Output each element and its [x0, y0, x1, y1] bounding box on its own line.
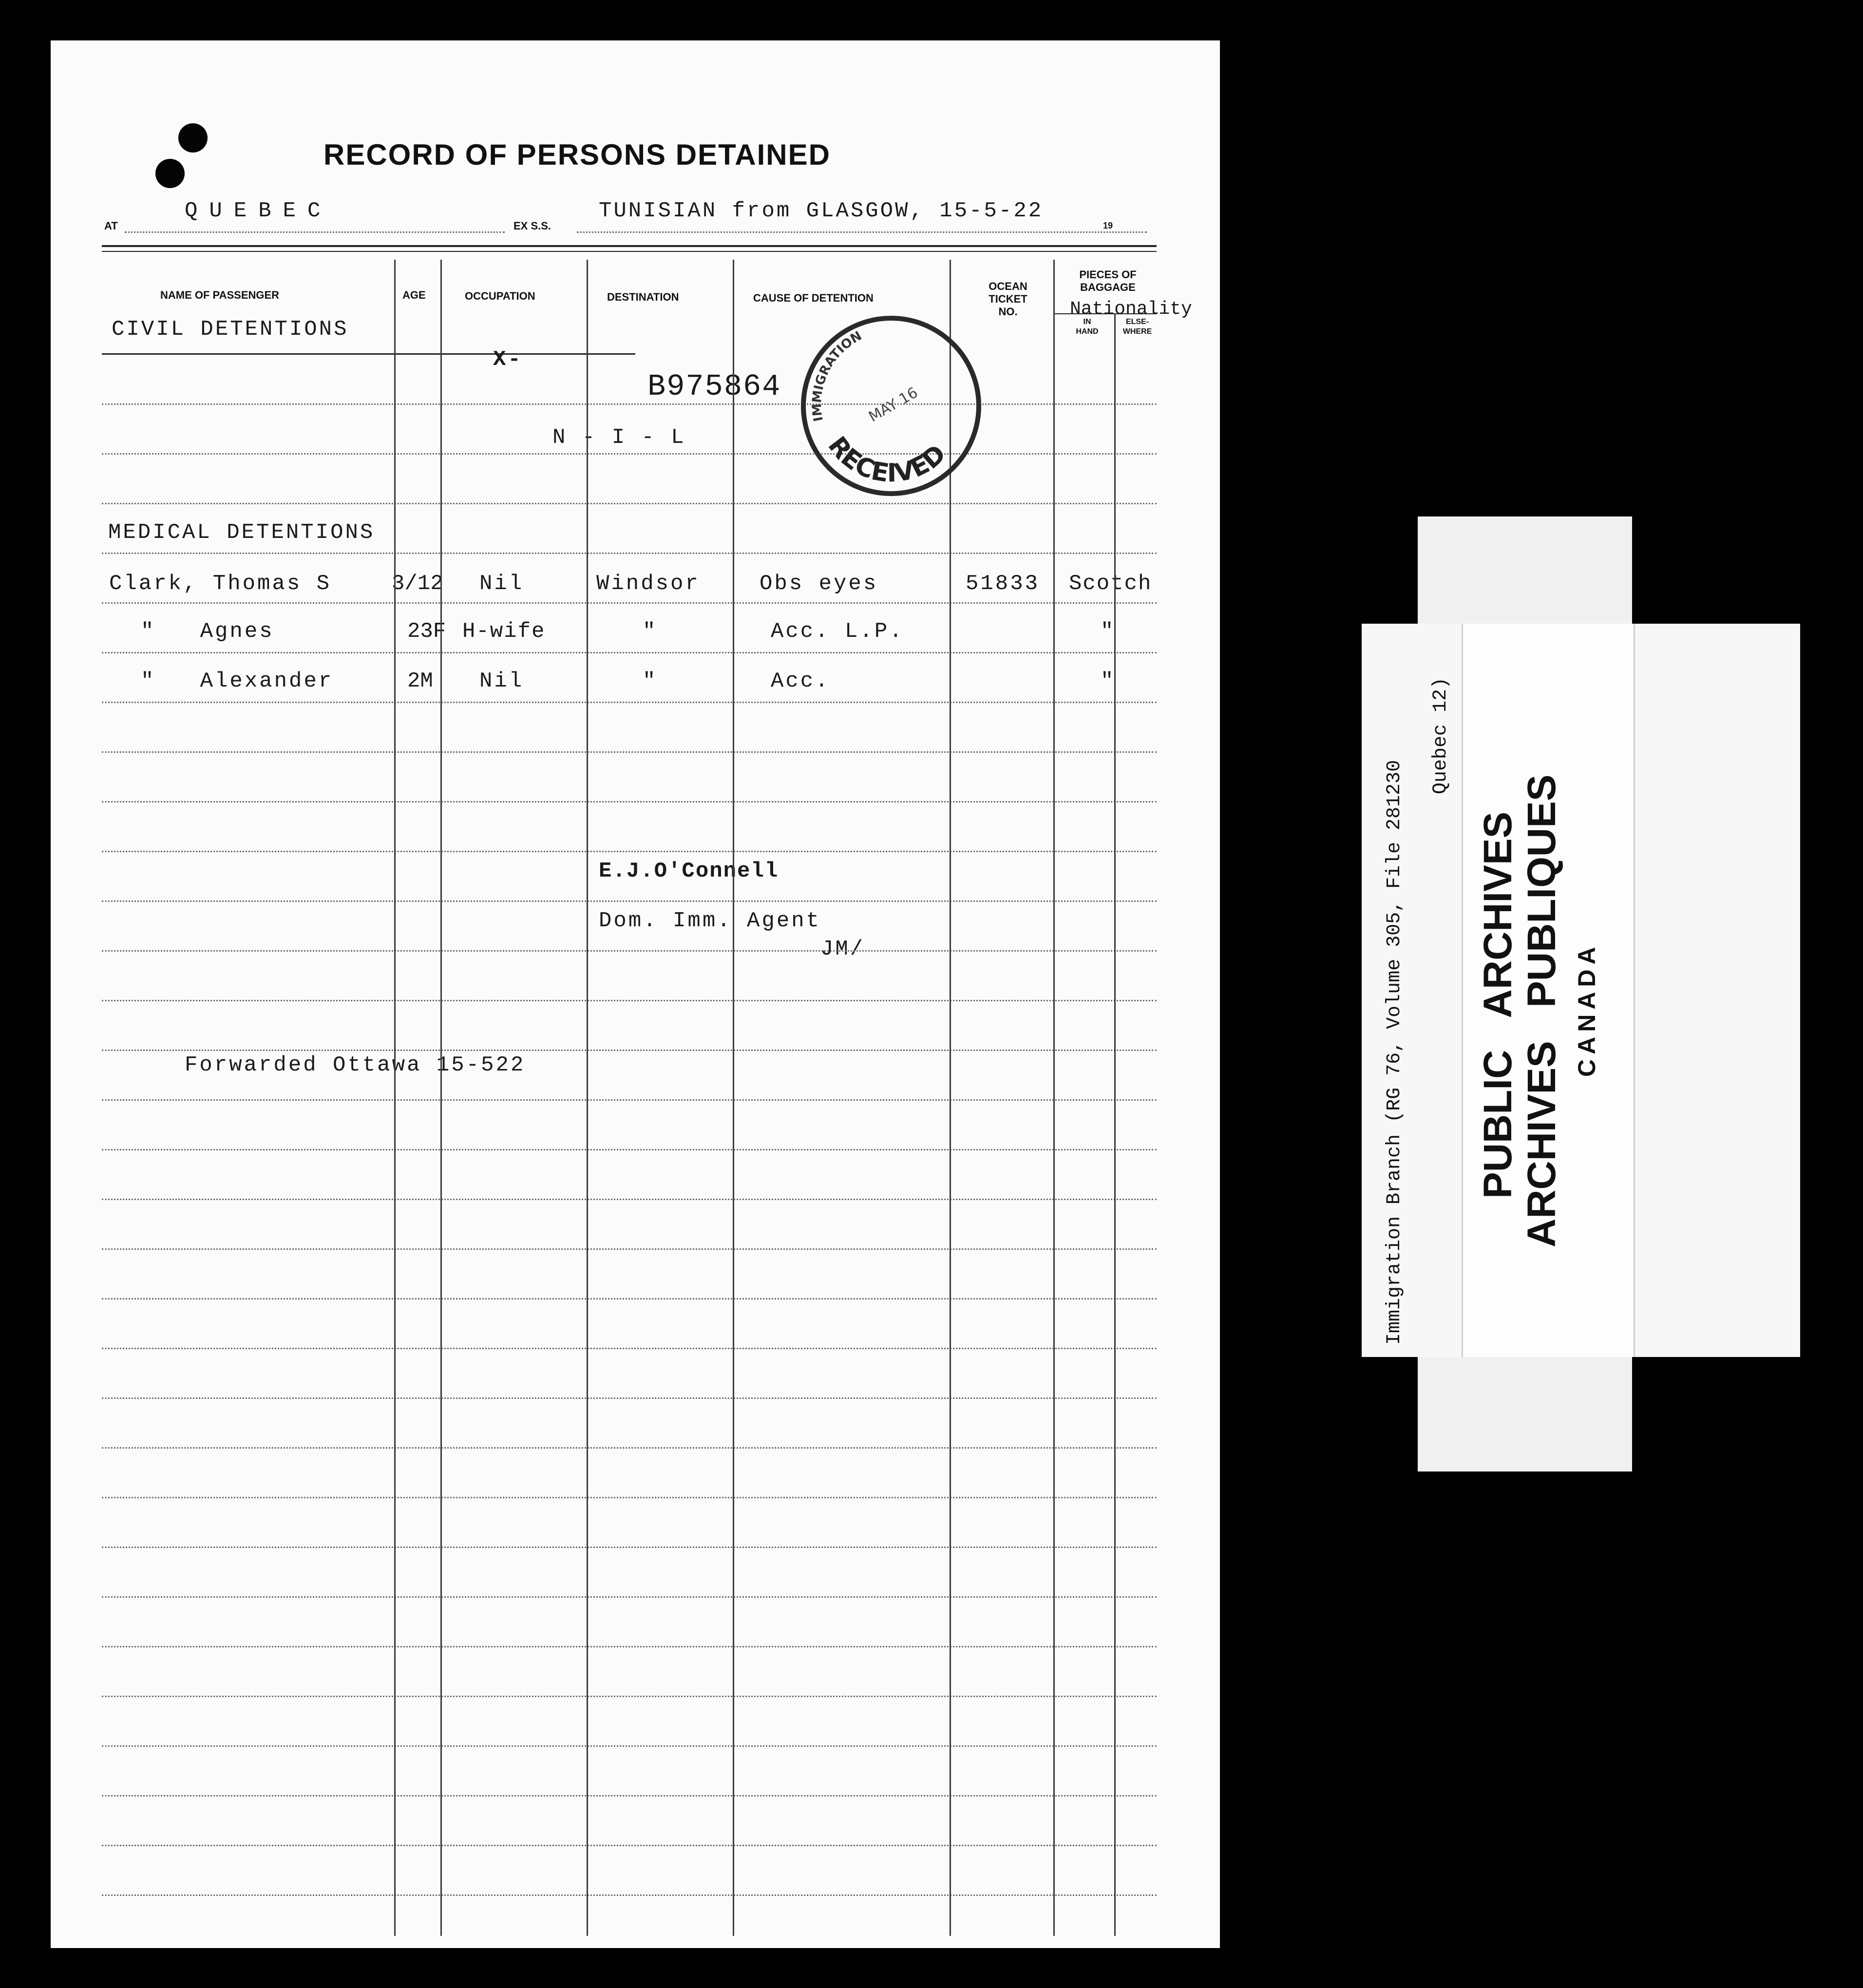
row-occupation: Nil: [479, 572, 524, 596]
archive-line-public: PUBLIC ARCHIVES: [1476, 811, 1520, 1199]
row-name: Clark, Thomas S: [109, 572, 332, 596]
header-rule: [102, 245, 1157, 247]
col-header-ticket-line: OCEAN: [989, 280, 1027, 292]
ruled-line: [102, 1298, 1157, 1300]
at-value: QUEBEC: [185, 199, 332, 223]
ruled-line: [102, 1696, 1157, 1697]
ruled-line: [102, 1745, 1157, 1747]
ruled-line: [102, 602, 1157, 604]
stamp-received: RECEIVED: [822, 431, 952, 488]
col-header-baggage: [1059, 268, 1157, 294]
civil-mark: X-: [493, 347, 523, 372]
col-header-occupation: OCCUPATION: [465, 290, 535, 302]
ruled-line: [102, 403, 1157, 405]
ex-ss-label: EX S.S.: [513, 220, 551, 232]
at-underline: [125, 231, 505, 233]
forwarded-note: Forwarded Ottawa 15-522: [185, 1053, 526, 1077]
archive-line-canada: CANADA: [1573, 942, 1600, 1077]
ruled-line: [102, 553, 1157, 554]
ruled-line: [102, 1646, 1157, 1647]
ruled-line: [102, 751, 1157, 753]
column-divider: [733, 260, 734, 1936]
ruled-line: [102, 1000, 1157, 1001]
ruled-line: [102, 1596, 1157, 1598]
ex-ss-value: TUNISIAN from GLASGOW, 15-5-22: [599, 199, 1044, 223]
column-divider: [587, 260, 588, 1936]
row-destination: Windsor: [596, 572, 700, 596]
ruled-line: [102, 950, 1157, 952]
col-header-in-hand-line: IN: [1083, 318, 1091, 326]
ruled-line: [102, 1497, 1157, 1498]
col-header-in-hand: [1069, 317, 1105, 337]
column-divider: [394, 260, 396, 1936]
row-age: 3/12: [392, 572, 443, 596]
ruled-line: [102, 1099, 1157, 1101]
row-name: " Alexander: [141, 669, 334, 693]
medical-detentions-heading: MEDICAL DETENTIONS: [108, 520, 375, 545]
col-header-ticket: [986, 280, 1030, 318]
row-occupation: H-wife: [462, 619, 546, 644]
stamp-top-text: IMMIGRATION: [809, 328, 865, 423]
ink-blot: [155, 159, 185, 188]
row-ticket: 51833: [966, 572, 1040, 596]
ink-blot: [178, 123, 208, 153]
row-destination: ": [643, 669, 658, 693]
ruled-line: [102, 1845, 1157, 1846]
ruled-line: [102, 1447, 1157, 1449]
received-stamp: [794, 308, 989, 503]
row-name: " Agnes: [141, 619, 274, 644]
row-cause: Acc. L.P.: [771, 619, 904, 644]
column-divider: [1114, 313, 1116, 1936]
header-rule: [102, 251, 1157, 252]
col-header-elsewhere-line: ELSE-: [1125, 318, 1149, 326]
ruled-line: [102, 1894, 1157, 1896]
signature-title: Dom. Imm. Agent: [599, 909, 821, 933]
ruled-line: [102, 453, 1157, 455]
ruled-line: [102, 1149, 1157, 1150]
civil-detentions-heading: CIVIL DETENTIONS: [112, 317, 349, 342]
ruled-line: [102, 851, 1157, 852]
col-header-ticket-line: TICKET: [989, 293, 1027, 305]
row-destination: ": [643, 619, 658, 644]
row-age: 23F: [407, 619, 446, 644]
ruled-line: [102, 900, 1157, 902]
initials: JM/: [820, 937, 865, 961]
signature: E.J.O'Connell: [599, 859, 779, 883]
ruled-line: [102, 1050, 1157, 1051]
col-header-elsewhere: [1114, 317, 1160, 337]
ruled-line: [102, 1348, 1157, 1349]
col-header-destination: DESTINATION: [607, 291, 679, 303]
row-nationality: ": [1101, 619, 1116, 644]
file-number: B975864: [647, 369, 781, 404]
archive-line-archives: ARCHIVES PUBLIQUES: [1520, 774, 1564, 1247]
col-header-cause: CAUSE OF DETENTION: [753, 292, 874, 304]
col-header-elsewhere-line: WHERE: [1122, 327, 1152, 336]
nil-entry: N - I - L: [552, 425, 686, 450]
ruled-line: [102, 652, 1157, 653]
nationality-header: Nationality: [1070, 299, 1192, 320]
ruled-line: [102, 1547, 1157, 1548]
ruled-line: [102, 702, 1157, 703]
row-nationality: ": [1101, 669, 1116, 693]
col-header-in-hand-line: HAND: [1076, 327, 1099, 336]
record-form: [51, 40, 1220, 1948]
ruled-line: [102, 801, 1157, 803]
baggage-header-rule: [1054, 313, 1157, 314]
year-label: 19: [1103, 221, 1113, 230]
col-header-ticket-line: NO.: [998, 306, 1018, 318]
col-header-name: NAME OF PASSENGER: [160, 289, 280, 301]
archive-reference: Immigration Branch (RG 76, Volume 305, File 281230: [1384, 760, 1406, 1345]
ruled-line: [102, 1248, 1157, 1250]
row-cause: Acc.: [771, 669, 830, 693]
ruled-line: [102, 1199, 1157, 1200]
archive-reference-2: Quebec 12): [1430, 677, 1452, 794]
archive-tag-center: [1462, 624, 1635, 1357]
form-title: RECORD OF PERSONS DETAINED: [323, 138, 831, 171]
at-label: AT: [104, 220, 118, 232]
col-header-baggage-line: PIECES OF: [1079, 268, 1137, 281]
header-bottom-rule: [102, 353, 635, 355]
col-header-age: AGE: [402, 289, 426, 301]
column-divider: [950, 260, 951, 1936]
ruled-line: [102, 503, 1157, 504]
row-occupation: Nil: [479, 669, 524, 693]
row-cause: Obs eyes: [760, 572, 878, 596]
column-divider: [1053, 260, 1055, 1936]
ruled-line: [102, 1795, 1157, 1797]
column-divider: [440, 260, 442, 1936]
col-header-baggage-line: BAGGAGE: [1080, 281, 1136, 293]
row-age: 2M: [407, 669, 433, 693]
ruled-line: [102, 1397, 1157, 1399]
row-nationality: Scotch: [1069, 572, 1152, 596]
stamp-date: MAY 16: [866, 384, 921, 426]
ex-ss-underline: [577, 231, 1147, 233]
